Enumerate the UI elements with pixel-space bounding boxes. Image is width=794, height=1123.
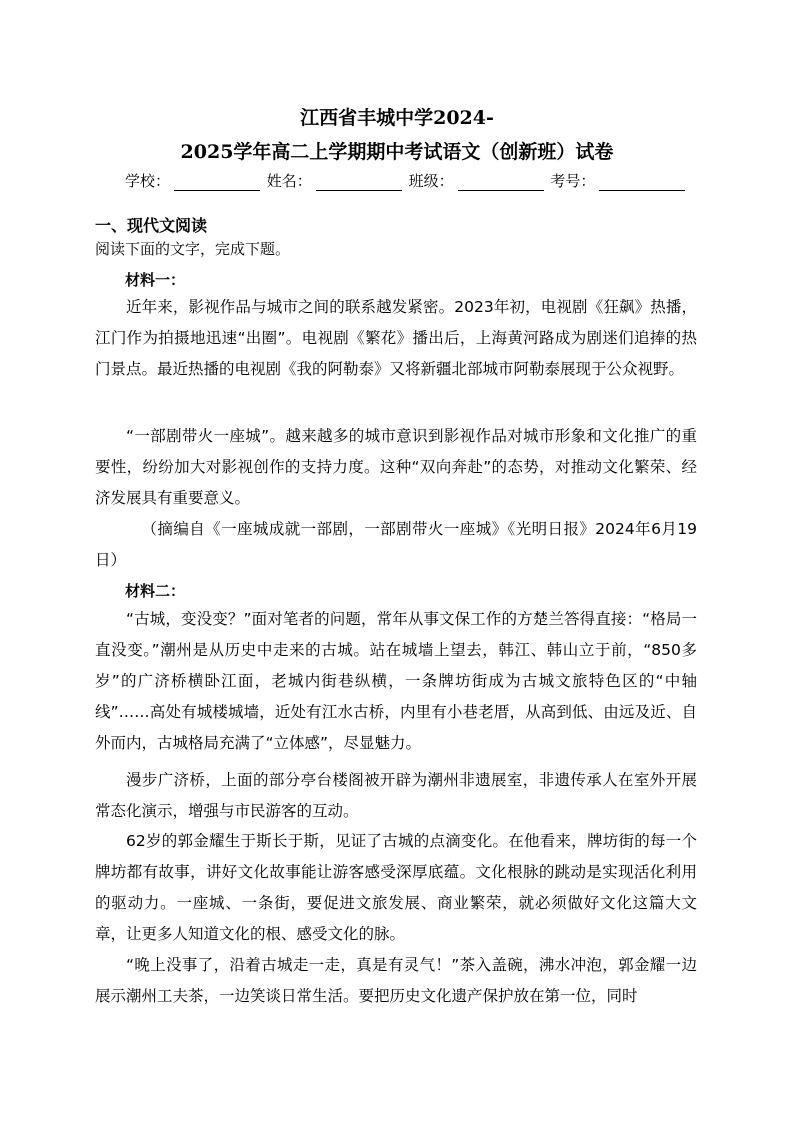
material2-paragraph: “古城，变没变？”面对笔者的问题，常年从事文保工作的方楚兰答得直接：“格局一直没变。”潮州是从历史中走来的古城。站在城墙上望去，韩江、韩山立于前，“850多岁”的广济桥横卧江面，老城内街巷纵横，一条牌坊街成为古城文旅特色区的“中轴线”……高处有城楼城墙，近处有江水古桥，内里有小巷老厝，从高到低、由远及近、自外而内，古城格局充满了“立体感”，尽显魅力。 <box>95 610 697 752</box>
section-instruction: 阅读下面的文字，完成下题。 <box>95 240 291 258</box>
class-field[interactable] <box>409 171 544 191</box>
material2-paragraph: 62岁的郭金耀生于斯长于斯，见证了古城的点滴变化。在他看来，牌坊街的每一个牌坊都有故事，讲好文化故事能让游客感受深厚底蕴。文化根脉的跳动是实现活化利用的驱动力。一座城、一条街，要促进文旅发展、商业繁荣，就必须做好文化这篇大文章，让更多人知道文化的根、感受文化的脉。 <box>95 832 697 943</box>
exam-title-line1: 江西省丰城中学2024- <box>300 107 494 129</box>
material1-paragraph: 近年来，影视作品与城市之间的联系越发紧密。2023年初，电视剧《狂飙》热播，江门作为拍摄地迅速“出圈”。电视剧《繁花》播出后，上海黄河路成为剧迷们追捧的热门景点。最近热播的电视剧《我的阿勒泰》又将新疆北部城市阿勒泰展现于公众视野。 <box>95 298 697 378</box>
class-label: 班级： <box>408 172 454 190</box>
name-label: 姓名： <box>266 172 312 190</box>
name-field[interactable] <box>267 171 402 191</box>
material2-heading: 材料二： <box>125 582 186 600</box>
material1-paragraph: “一部剧带火一座城”。越来越多的城市意识到影视作品对城市形象和文化推广的重要性，纷纷加大对影视创作的支持力度。这种“双向奔赴”的态势，对推动文化繁荣、经济发展具有重要意义。 <box>95 427 697 507</box>
school-label: 学校： <box>125 172 171 190</box>
material1-source: （摘编自《一座城成就一部剧，一部剧带火一座城》《光明日报》2024年6月19日） <box>95 520 697 569</box>
material2-paragraph: “晚上没事了，沿着古城走一走，真是有灵气！”茶入盖碗，沸水冲泡，郭金耀一边展示潮州工夫茶，一边笑谈日常生活。要把历史文化遗产保护放在第一位，同时 <box>95 956 697 1005</box>
exam-number-field[interactable] <box>550 171 685 191</box>
exam-title-line2: 2025学年高二上学期期中考试语文（创新班）试卷 <box>180 141 614 163</box>
class-blank[interactable] <box>458 175 544 191</box>
material2-paragraph: 漫步广济桥，上面的部分亭台楼阁被开辟为潮州非遗展室，非遗传承人在室外开展常态化演示，增强与市民游客的互动。 <box>95 771 697 820</box>
school-field[interactable] <box>125 171 260 191</box>
student-info-row <box>125 171 685 191</box>
exam-number-blank[interactable] <box>599 175 685 191</box>
exam-number-label: 考号： <box>550 172 596 190</box>
school-blank[interactable] <box>174 175 260 191</box>
material1-heading: 材料一： <box>125 271 186 289</box>
section-heading: 一、现代文阅读 <box>95 216 208 235</box>
name-blank[interactable] <box>316 175 402 191</box>
